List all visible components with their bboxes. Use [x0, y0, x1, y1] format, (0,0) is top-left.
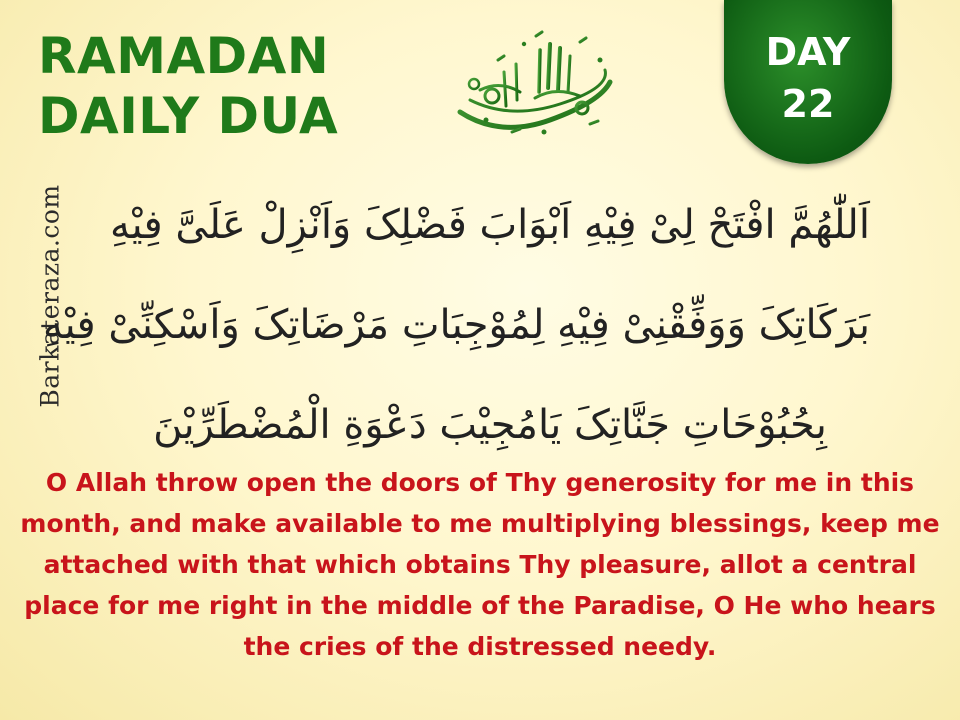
day-number: 22 [781, 82, 835, 126]
dua-arabic-line-3: بِحُبُوْحَاتِ جَنَّاتِکَ یَامُجِیْبَ دَعْوَةِ الْمُضْطَرِّیْنَ [153, 402, 827, 448]
dua-english-translation: O Allah throw open the doors of Thy generosity for me in this month, and make available to me multiplying blessings, keep me attached with that which obtains Thy pleasure, allot a central place for me right in the middle of the Paradise, O He who hears the cries of the distressed needy. [20, 468, 940, 661]
dua-arabic-line-1: اَللّٰهُمَّ افْتَحْ لِیْ فِیْهِ اَبْوَابَ فَضْلِکَ وَاَنْزِلْ عَلَیَّ فِیْهِ [110, 202, 870, 248]
day-label: DAY [765, 30, 851, 74]
watermark-text: Barkateraza.com [35, 184, 65, 408]
page-title [38, 26, 338, 146]
bismillah-calligraphy-icon [440, 20, 620, 150]
title-line-ramadan: RAMADAN [38, 27, 330, 85]
title-line-daily-dua: DAILY DUA [38, 87, 339, 145]
dua-arabic-line-2: بَرَکَاتِکَ وَوَفِّقْنِیْ فِیْهِ لِمُوْجِبَاتِ مَرْضَاتِکَ وَاَسْکِنِّیْ فِیْهِ [43, 302, 870, 348]
day-badge [724, 0, 892, 164]
